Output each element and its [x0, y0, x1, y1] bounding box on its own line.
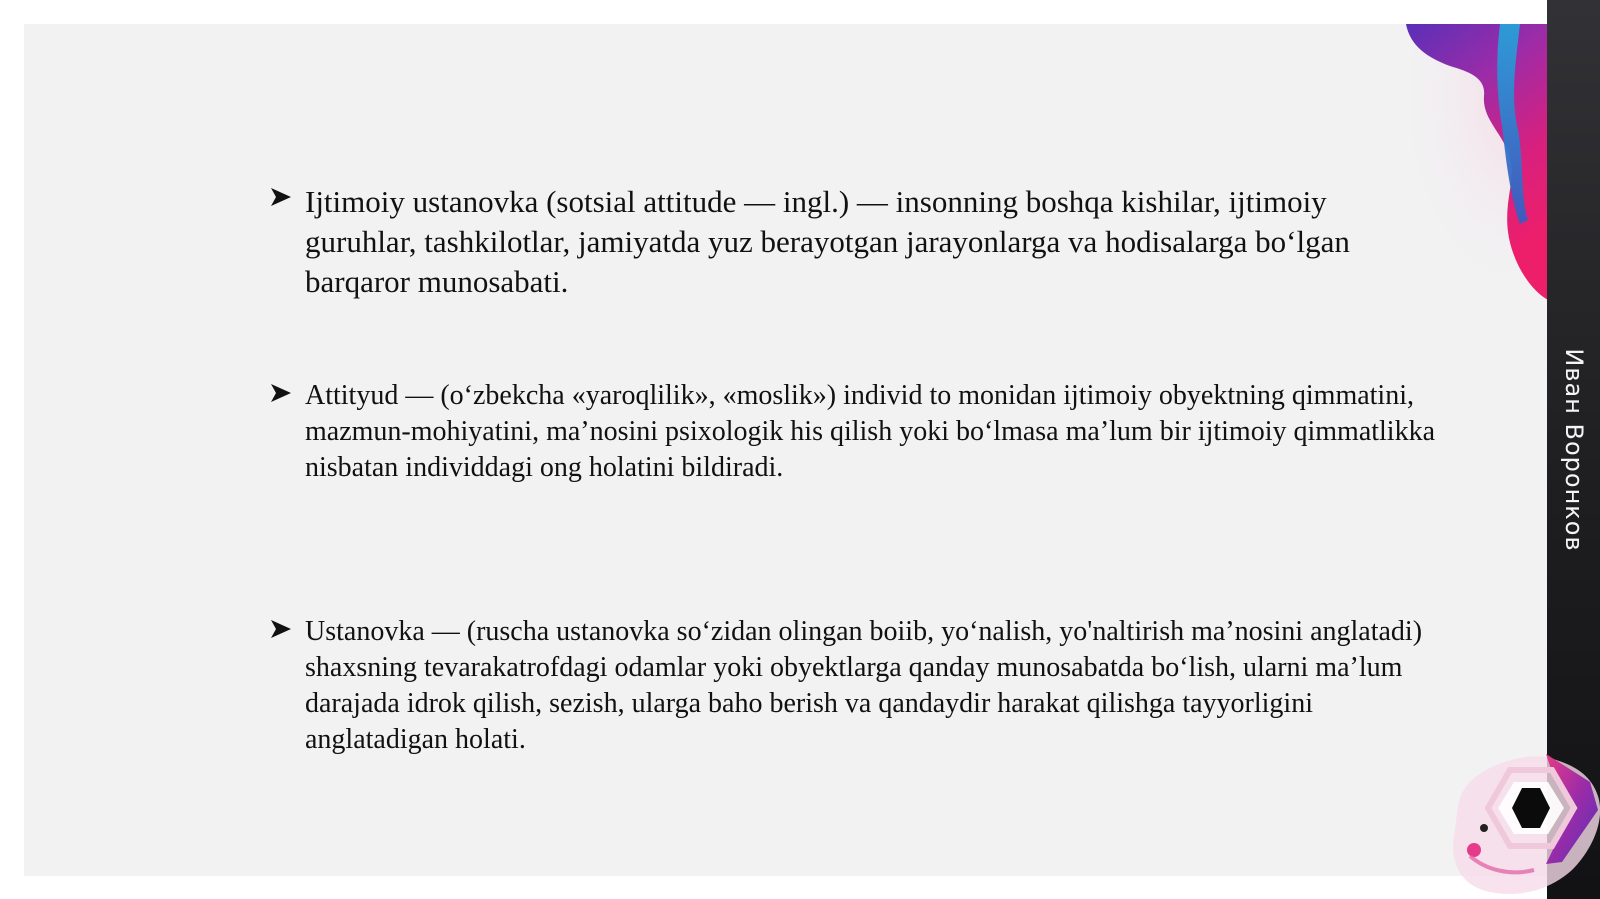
arrowhead-bullet-icon: [270, 186, 292, 208]
bullet-item: [270, 378, 1435, 486]
author-label: Иван Воронков: [1560, 348, 1588, 552]
bullet-text: Ustanovka — (ruscha ustanovka so‘zidan olingan boiib, yo‘nalish, yo'naltirish ma’nosini anglatadi) shaxsning tevarakatrofdagi odamlar yoki obyektlarga qanday munosabatda bo‘lish, ularni ma’lum darajada idrok qilish, sezish, ularga baho berish va qandaydir harakat qilishga tayyorligini anglatadigan holati.: [305, 616, 1423, 755]
bullet-item: [270, 182, 1435, 302]
arrowhead-bullet-icon: [270, 618, 292, 640]
bullet-item: [270, 614, 1435, 758]
arrowhead-bullet-icon: [270, 382, 292, 404]
bullet-text: Ijtimoiy ustanovka (sotsial attitude — ingl.) — insonning boshqa kishilar, ijtimoiy guruhlar, tashkilotlar, jamiyatda yuz berayotgan jarayonlarga va hodisalarga bo‘lgan barqaror munosabati.: [305, 184, 1350, 299]
bullet-text: Attityud — (o‘zbekcha «yaroqlilik», «moslik») individ to monidan ijtimoiy obyektning qimmatini, mazmun-mohiyatini, ma’nosini psixologik his qilish yoki bo‘lmasa ma’lum bir ijtimoiy qimmatlikka nisbatan individdagi ong holatini bildiradi.: [305, 380, 1436, 483]
